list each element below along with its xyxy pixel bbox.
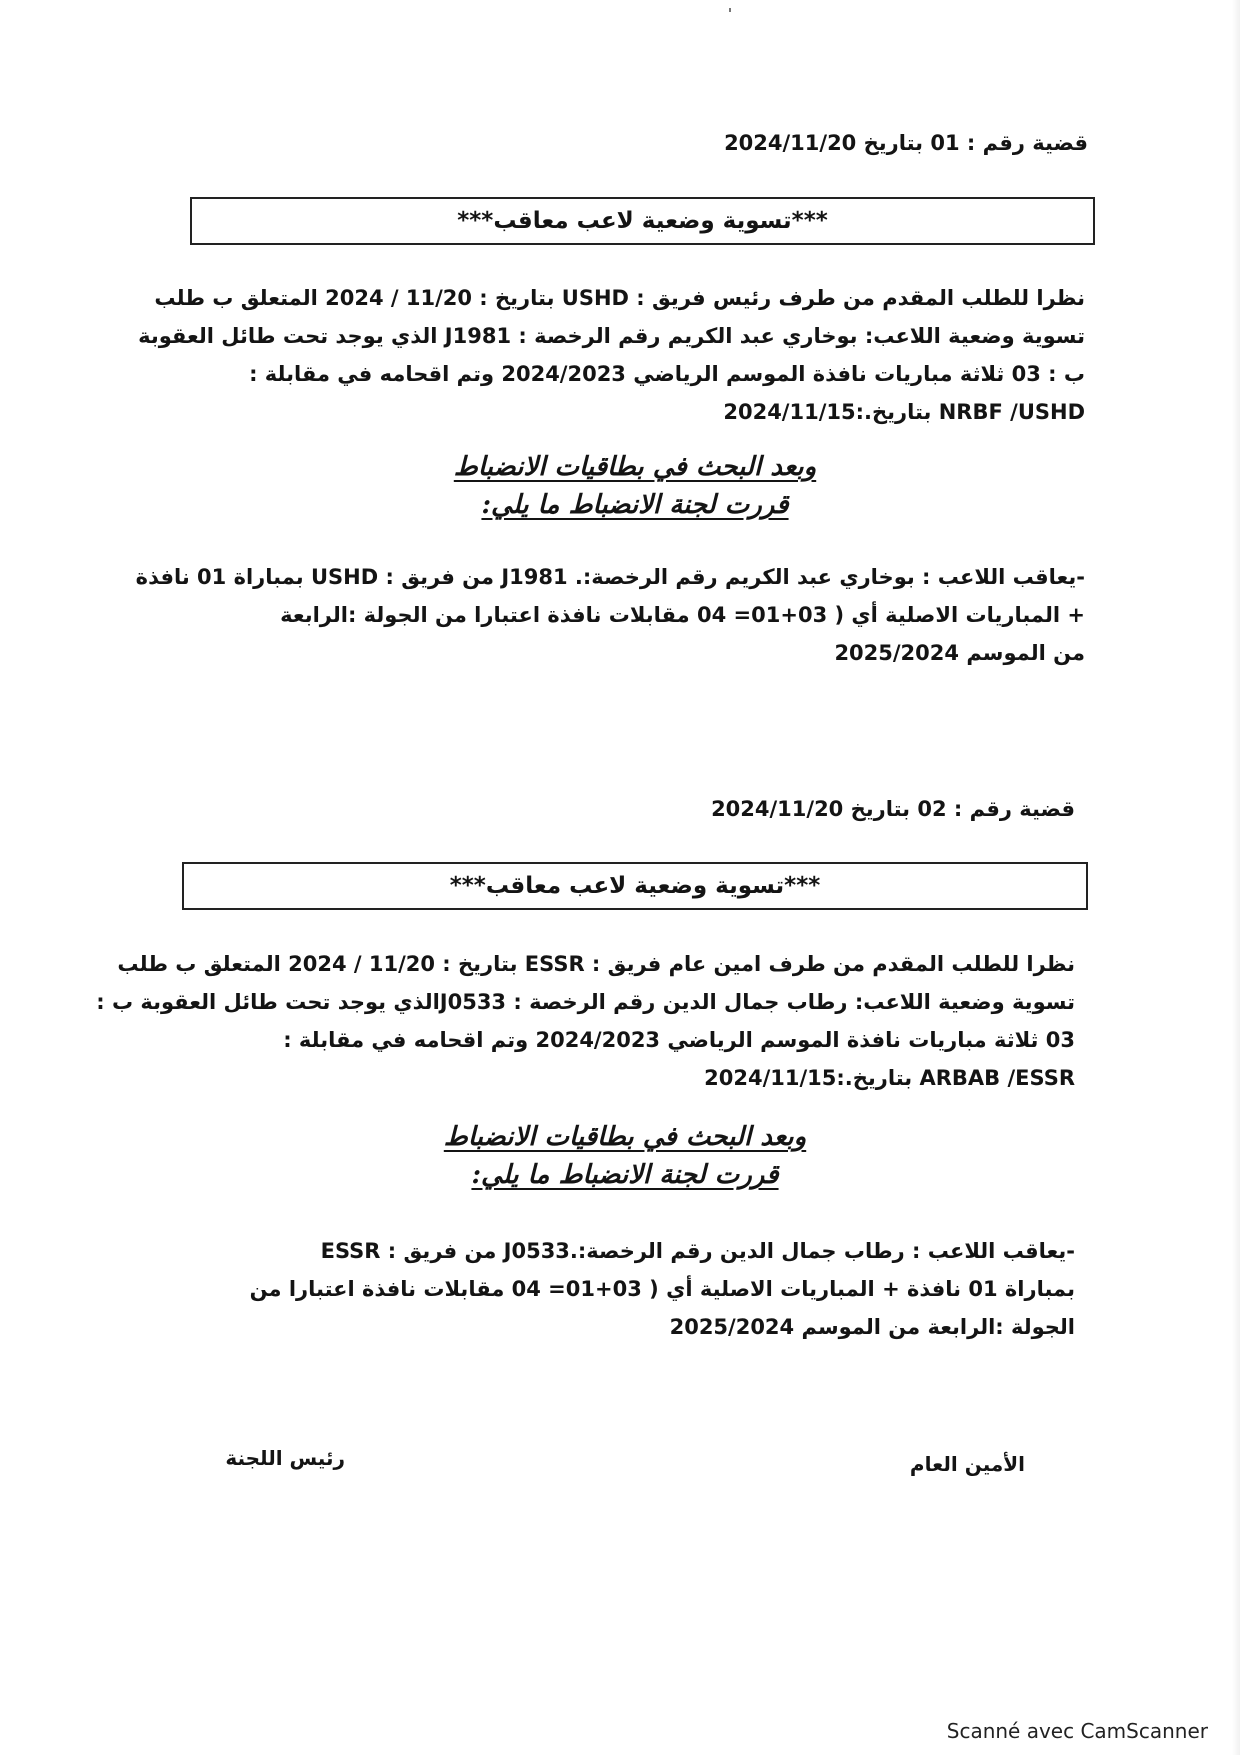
case-2-paragraph-line: تسوية وضعية اللاعب: رطاب جمال الدين رقم الرخصة : J0533الذي يوجد تحت طائل العقوبة ب : (96, 990, 1075, 1014)
case-1-decision-heading (400, 448, 870, 524)
case-1-heading-line: وبعد البحث في بطاقيات الانضباط (453, 452, 817, 482)
case-1-decision-line: -يعاقب اللاعب : بوخاري عبد الكريم رقم الرخصة:. J1981 من فريق : USHD بمباراة 01 نافذة (135, 565, 1085, 589)
case-2-title: ***تسوية وضعية لاعب معاقب*** (449, 873, 821, 899)
case-2-paragraph (96, 945, 1075, 1097)
case-2-heading-line: وبعد البحث في بطاقيات الانضباط (443, 1122, 807, 1152)
case-2-paragraph-line: ARBAB /ESSR بتاريخ.:2024/11/15 (704, 1066, 1075, 1090)
camscanner-watermark: Scanné avec CamScanner (946, 1719, 1208, 1743)
case-1-decision (135, 558, 1085, 672)
case-2-decision-line: -يعاقب اللاعب : رطاب جمال الدين رقم الرخصة:.J0533 من فريق : ESSR (320, 1239, 1075, 1263)
case-1-heading-line: قررت لجنة الانضباط ما يلي: (481, 490, 789, 520)
case-2-decision (225, 1232, 1075, 1346)
scan-speck (729, 8, 731, 12)
case-1-decision-line: من الموسم 2025/2024 (834, 641, 1085, 665)
case-2-decision-line: الجولة :الرابعة من الموسم 2025/2024 (669, 1315, 1075, 1339)
case-2-header: قضية رقم : 02 بتاريخ 2024/11/20 (711, 797, 1075, 821)
case-1-paragraph-line: تسوية وضعية اللاعب: بوخاري عبد الكريم رقم الرخصة : J1981 الذي يوجد تحت طائل العقوبة (138, 324, 1085, 348)
case-2-decision-line: بمباراة 01 نافذة + المباريات الاصلية أي ( 03+01= 04 مقابلات نافذة اعتبارا من (249, 1277, 1075, 1301)
case-1-header: قضية رقم : 01 بتاريخ 2024/11/20 (724, 131, 1088, 155)
case-1-decision-line: + المباريات الاصلية أي ( 03+01= 04 مقابلات نافذة اعتبارا من الجولة :الرابعة (280, 603, 1085, 627)
case-1-paragraph (138, 279, 1085, 431)
case-2-paragraph-line: 03 ثلاثة مباريات نافذة الموسم الرياضي 2024/2023 وتم اقحامه في مقابلة : (283, 1028, 1075, 1052)
case-1-paragraph-line: NRBF /USHD بتاريخ.:2024/11/15 (723, 400, 1085, 424)
secretary-general-signature-label: الأمين العام (909, 1452, 1025, 1476)
case-2-decision-heading (390, 1118, 860, 1194)
case-2-heading-line: قررت لجنة الانضباط ما يلي: (471, 1160, 779, 1190)
case-2-title-box (182, 862, 1088, 910)
case-1-paragraph-line: ب : 03 ثلاثة مباريات نافذة الموسم الرياضي 2024/2023 وتم اقحامه في مقابلة : (249, 362, 1085, 386)
scan-edge-shadow (1232, 0, 1240, 1755)
case-1-title-box (190, 197, 1095, 245)
committee-president-signature-label: رئيس اللجنة (225, 1446, 345, 1470)
case-1-title: ***تسوية وضعية لاعب معاقب*** (457, 208, 828, 234)
case-1-paragraph-line: نظرا للطلب المقدم من طرف رئيس فريق : USHD بتاريخ : 11/20 / 2024 المتعلق ب طلب (154, 286, 1085, 310)
case-2-paragraph-line: نظرا للطلب المقدم من طرف امين عام فريق : ESSR بتاريخ : 11/20 / 2024 المتعلق ب طلب (117, 952, 1075, 976)
